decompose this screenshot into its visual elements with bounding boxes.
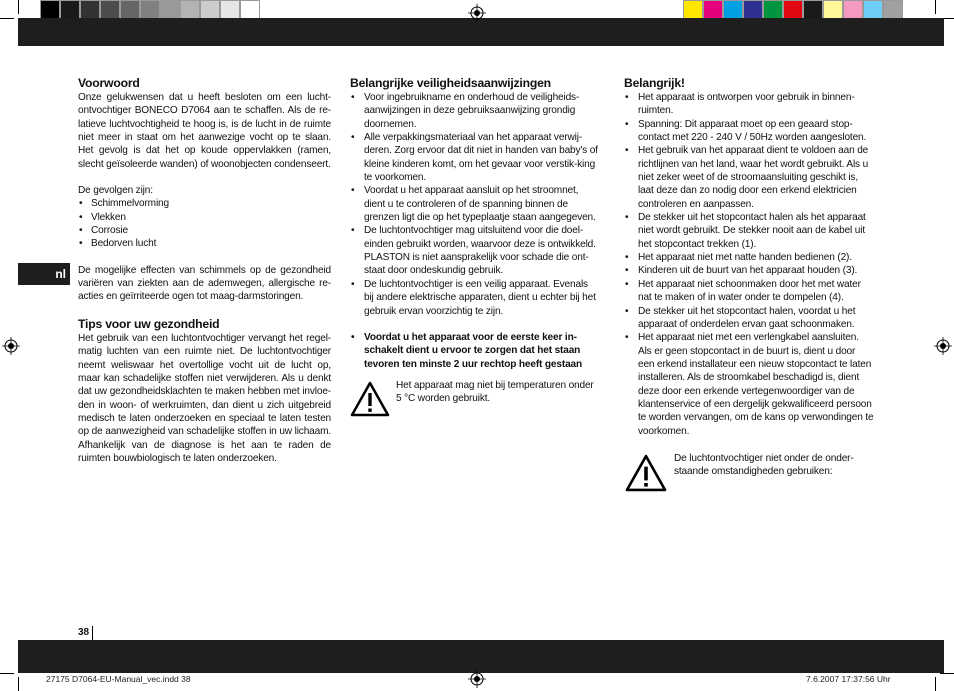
warning-text: Het apparaat mag niet bij temperaturen onder 5 °C worden gebruikt. <box>396 379 594 405</box>
language-tab: nl <box>18 263 70 285</box>
crop-mark <box>940 673 954 674</box>
list-item: • Bedorven lucht <box>78 237 331 250</box>
safety-bold-list <box>350 331 598 371</box>
crop-mark <box>0 673 14 674</box>
list-item: • De stekker uit het stopcontact halen als het apparaat niet wordt gebruikt. De stekker nooit aan de kabel uit het stopcontact trekken (1). <box>624 211 874 251</box>
heading-foreword: Voorwoord <box>78 76 140 90</box>
heading-health-tips: Tips voor uw gezondheid <box>78 316 220 331</box>
list-item: • De luchtontvochtiger is een veilig apparaat. Evenals bij andere elektrische apparaten, dient u echter bij het gebruik ervan voorzichtig te zijn. <box>350 278 598 318</box>
column-important <box>624 76 874 492</box>
consequences-list <box>78 197 331 250</box>
warning-block <box>624 452 874 492</box>
list-item: • Corrosie <box>78 224 331 237</box>
foreword-text: Onze gelukwensen dat u heeft besloten om een lucht-ontvochtiger BONECO D7064 aan te schaffen. Als de re-latieve luchtvochtigheid te hoog is, is de lucht in de ruimte niet meer in staat om het aanwezige vocht op te slaan. Het gevolg is dat het op koude oppervlakken (ramen, slecht geïsoleerde wanden) of woonobjecten condenseert. <box>78 92 331 170</box>
list-item: • Alle verpakkingsmateriaal van het apparaat verwij-deren. Zorg ervoor dat dit niet in handen van baby's of kleine kinderen komt, om het gevaar voor verstik-king te voorkomen. <box>350 131 598 184</box>
important-list <box>624 91 874 438</box>
registration-mark-icon <box>2 337 20 355</box>
column-safety <box>350 76 598 417</box>
heading-safety: Belangrijke veiligheidsaanwijzingen <box>350 76 551 90</box>
effects-text: De mogelijke effecten van schimmels op de gezondheid variëren van ziekten aan de ademwegen, allergische re-acties en geïrriteerde ogen tot maag-darmstoringen. <box>78 264 331 303</box>
list-item: • De luchtontvochtiger mag uitsluitend voor die doel-einden gebruikt worden, waarvoor deze is ontwikkeld. PLASTON is niet aansprakelijk voor schade die ont-staat door ondeskundig gebruik. <box>350 224 598 277</box>
heading-important: Belangrijk! <box>624 76 685 90</box>
crop-mark <box>18 0 19 14</box>
list-item: • Voor ingebruikname en onderhoud de veiligheids-aanwijzingen in deze gebruiksaanwijzing grondig doornemen. <box>350 91 598 131</box>
crop-mark <box>18 677 19 691</box>
consequences-label: De gevolgen zijn: <box>78 185 153 197</box>
health-tips-text: Het gebruik van een luchtontvochtiger vervangt het regel-matig luchten van een ruimte niet. De luchtontvochtiger neemt weliswaar het overtollige vocht uit de lucht op, maar kan schadelijke stoffen niet verwijderen. Als u denkt dat uw gezondheidsklachten te maken hebben met invloe-den in woon- of werkruimten, dan dient u zich uitgebreid medisch te laten onderzoeken en speciaal te laten testen op de aanwezigheid van schadelijke stoffen in uw lichaam. Afhankelijk van de diagnose is het aan te raden de ruimten bouwbiologisch te laten onderzoeken. <box>78 332 331 464</box>
warning-triangle-icon <box>350 381 390 417</box>
warning-block <box>350 379 598 417</box>
footer-file-info: 27175 D7064-EU-Manual_vec.indd 38 <box>46 674 191 684</box>
registration-mark-icon <box>468 4 486 22</box>
warning-text: De luchtontvochtiger niet onder de onder-staande omstandigheden gebruiken: <box>674 452 854 478</box>
page-number: 38 <box>78 626 93 640</box>
list-item: • Het gebruik van het apparaat dient te voldoen aan de richtlijnen van het land, waar het wordt gebruikt. Als u niet zeker weet of de stroomaansluiting geschikt is, laat deze dan zo nodig door een erkend elektricien controleren en aanpassen. <box>624 144 874 211</box>
list-item: • Vlekken <box>78 211 331 224</box>
crop-mark <box>935 677 936 691</box>
list-item-bold: • Voordat u het apparaat voor de eerste keer in-schakelt dient u ervoor te zorgen dat het staan tevoren ten minste 2 uur rechtop heeft gestaan <box>350 331 598 371</box>
list-item: • Spanning: Dit apparaat moet op een geaard stop-contact met 220 - 240 V / 50Hz worden aangesloten. <box>624 118 874 145</box>
list-item: • Het apparaat niet met een verlengkabel aansluiten. Als er geen stopcontact in de buurt is, dient u door een erkend installateur een nieuw stopcontact te laten installeren. Als de stroomkabel beschadigd is, dient deze door een erkende vertegenwoordiger van de klantenservice of een dergelijk gekwalificeerd persoon te worden vervangen, om de kans op verwondingen te voorkomen. <box>624 331 874 438</box>
list-item: • Schimmelvorming <box>78 197 331 210</box>
warning-triangle-icon <box>624 454 668 492</box>
column-foreword <box>78 76 331 465</box>
registration-mark-icon <box>934 337 952 355</box>
list-item: • De stekker uit het stopcontact halen, voordat u het apparaat of onderdelen ervan gaat schoonmaken. <box>624 305 874 332</box>
header-bar <box>18 18 944 46</box>
crop-mark <box>935 0 936 14</box>
list-item: • Voordat u het apparaat aansluit op het stroomnet, dient u te controleren of de spanning binnen de grenzen ligt die op het typeplaatje staan aangegeven. <box>350 184 598 224</box>
list-item: • Het apparaat niet met natte handen bedienen (2). <box>624 251 874 264</box>
list-item: • Kinderen uit de buurt van het apparaat houden (3). <box>624 264 874 277</box>
list-item: • Het apparaat niet schoonmaken door het met water nat te maken of in water onder te dompelen (4). <box>624 278 874 305</box>
footer-bar <box>18 640 944 673</box>
registration-mark-icon <box>468 670 486 688</box>
crop-mark <box>0 18 14 19</box>
list-item: • Het apparaat is ontworpen voor gebruik in binnen-ruimten. <box>624 91 874 118</box>
footer-timestamp: 7.6.2007 17:37:56 Uhr <box>806 674 891 684</box>
safety-list <box>350 91 598 318</box>
